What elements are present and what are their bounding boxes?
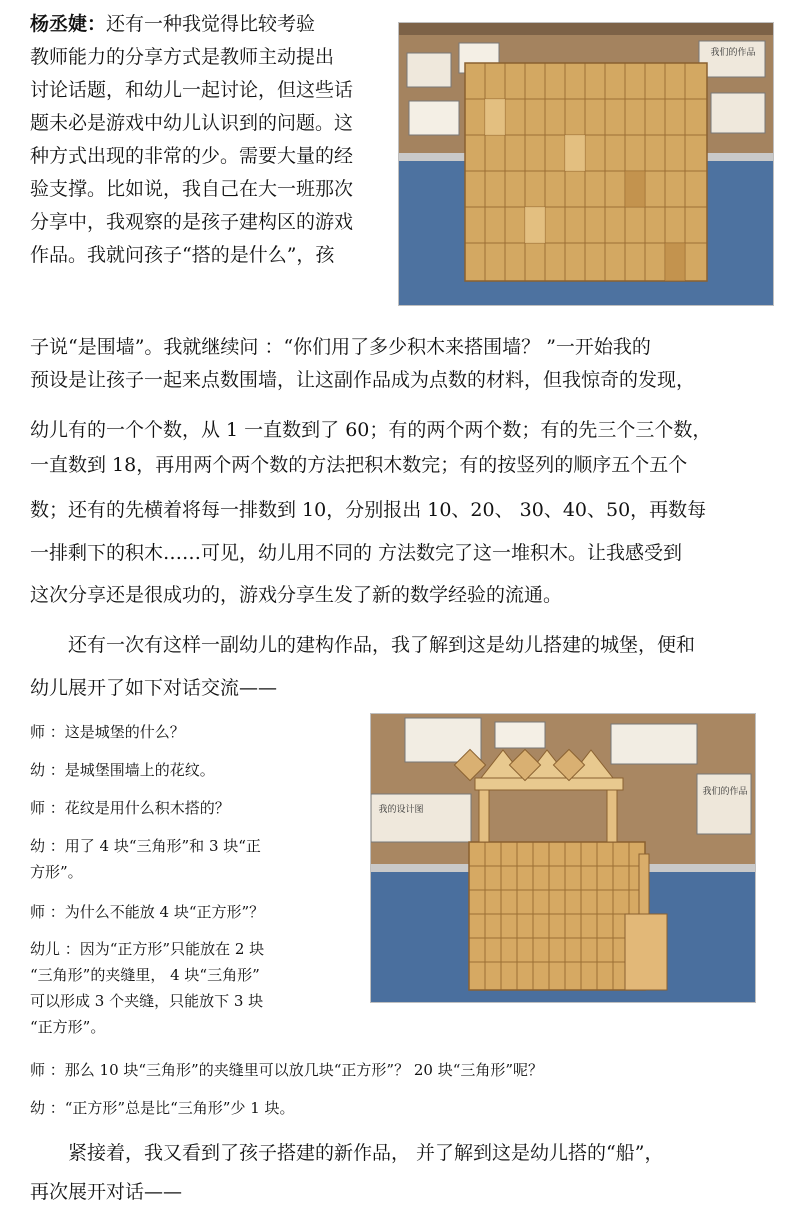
wall-photo (398, 22, 774, 306)
dialogue-line: 幼儿 ：因为“正方形”只能放在 2 块 (30, 940, 265, 958)
intro-line-14: 一排剩下的积木……可见，幼儿用不同的 方法数完了这一堆积木。让我感受到 (30, 542, 683, 564)
dialogue-line: 幼 ：是城堡围墙上的花纹。 (30, 761, 215, 779)
intro-line-15: 这次分享还是很成功的，游戏分享生发了新的数学经验的流通。 (30, 584, 563, 606)
intro-line-1: 杨丞婕：还有一种我觉得比较考验 (30, 13, 316, 35)
closing-line-2: 再次展开对话—— (30, 1181, 183, 1203)
dialogue-line: “正方形”。 (30, 1018, 106, 1036)
closing-line-1: 紧接着，我又看到了孩子搭建的新作品， 并了解到这是幼儿搭的“船”， (68, 1142, 664, 1164)
intro-line-6: 验支撑。比如说，我自己在大一班那次 (30, 178, 354, 200)
dialogue-line: 师 ：这是城堡的什么？ (30, 723, 185, 741)
dialogue-line: 可以形成 3 个夹缝，只能放下 3 块 (30, 992, 264, 1010)
speaker-name: 杨丞婕： (30, 13, 107, 35)
photo-sign-text: 我的设计图 (378, 805, 424, 815)
dialogue-line: 师 ：那么 10 块“三角形”的夹缝里可以放几块“正方形”？ 20 块“三角形”呢？ (30, 1061, 544, 1079)
intro-line-8: 作品。我就问孩子“搭的是什么”，孩 (30, 244, 335, 266)
dialogue-line: 师 ：花纹是用什么积木搭的？ (30, 799, 230, 817)
dialogue-line: “三角形”的夹缝里， 4 块“三角形” (30, 966, 260, 984)
intro-line-2: 教师能力的分享方式是教师主动提出 (30, 46, 335, 68)
intro-line-4: 题未必是游戏中幼儿认识到的问题。这 (30, 112, 354, 134)
intro-line-7: 分享中，我观察的是孩子建构区的游戏 (30, 211, 354, 233)
dialogue-line: 师 ：为什么不能放 4 块“正方形”？ (30, 903, 265, 921)
intro-line-11: 幼儿有的一个个数，从 1 一直数到了 60；有的两个两个数；有的先三个三个数， (30, 419, 712, 441)
intro-line-9: 子说“是围墙”。我就继续问 ：“你们用了多少积木来搭围墙？ ”一开始我的 (30, 336, 651, 358)
photo-sign-text: 我们的作品 (702, 787, 748, 797)
dialogue-line: 幼 ：“正方形”总是比“三角形”少 1 块。 (30, 1099, 295, 1117)
dialogue-line: 幼 ：用了 4 块“三角形”和 3 块“正 (30, 837, 261, 855)
intro-line-10: 预设是让孩子一起来点数围墙，让这副作品成为点数的材料，但我惊奇的发现， (30, 369, 696, 391)
castle-photo (370, 713, 756, 1003)
intro-line-5: 种方式出现的非常的少。需要大量的经 (30, 145, 354, 167)
intro-line-12: 一直数到 18，再用两个两个数的方法把积木数完；有的按竖列的顺序五个五个 (30, 454, 688, 476)
photo-sign-text: 我们的作品 (710, 48, 756, 58)
intro-line-3: 讨论话题，和幼儿一起讨论，但这些话 (30, 79, 354, 101)
dialogue-line: 方形”。 (30, 863, 83, 881)
intro-line-13: 数；还有的先横着将每一排数到 10，分别报出 10、20、 30、40、50，再数每 (30, 499, 707, 521)
castle-intro-line-2: 幼儿展开了如下对话交流—— (30, 677, 278, 699)
castle-intro-line-1: 还有一次有这样一副幼儿的建构作品，我了解到这是幼儿搭建的城堡，便和 (68, 634, 696, 656)
wall-blocks (465, 63, 707, 281)
